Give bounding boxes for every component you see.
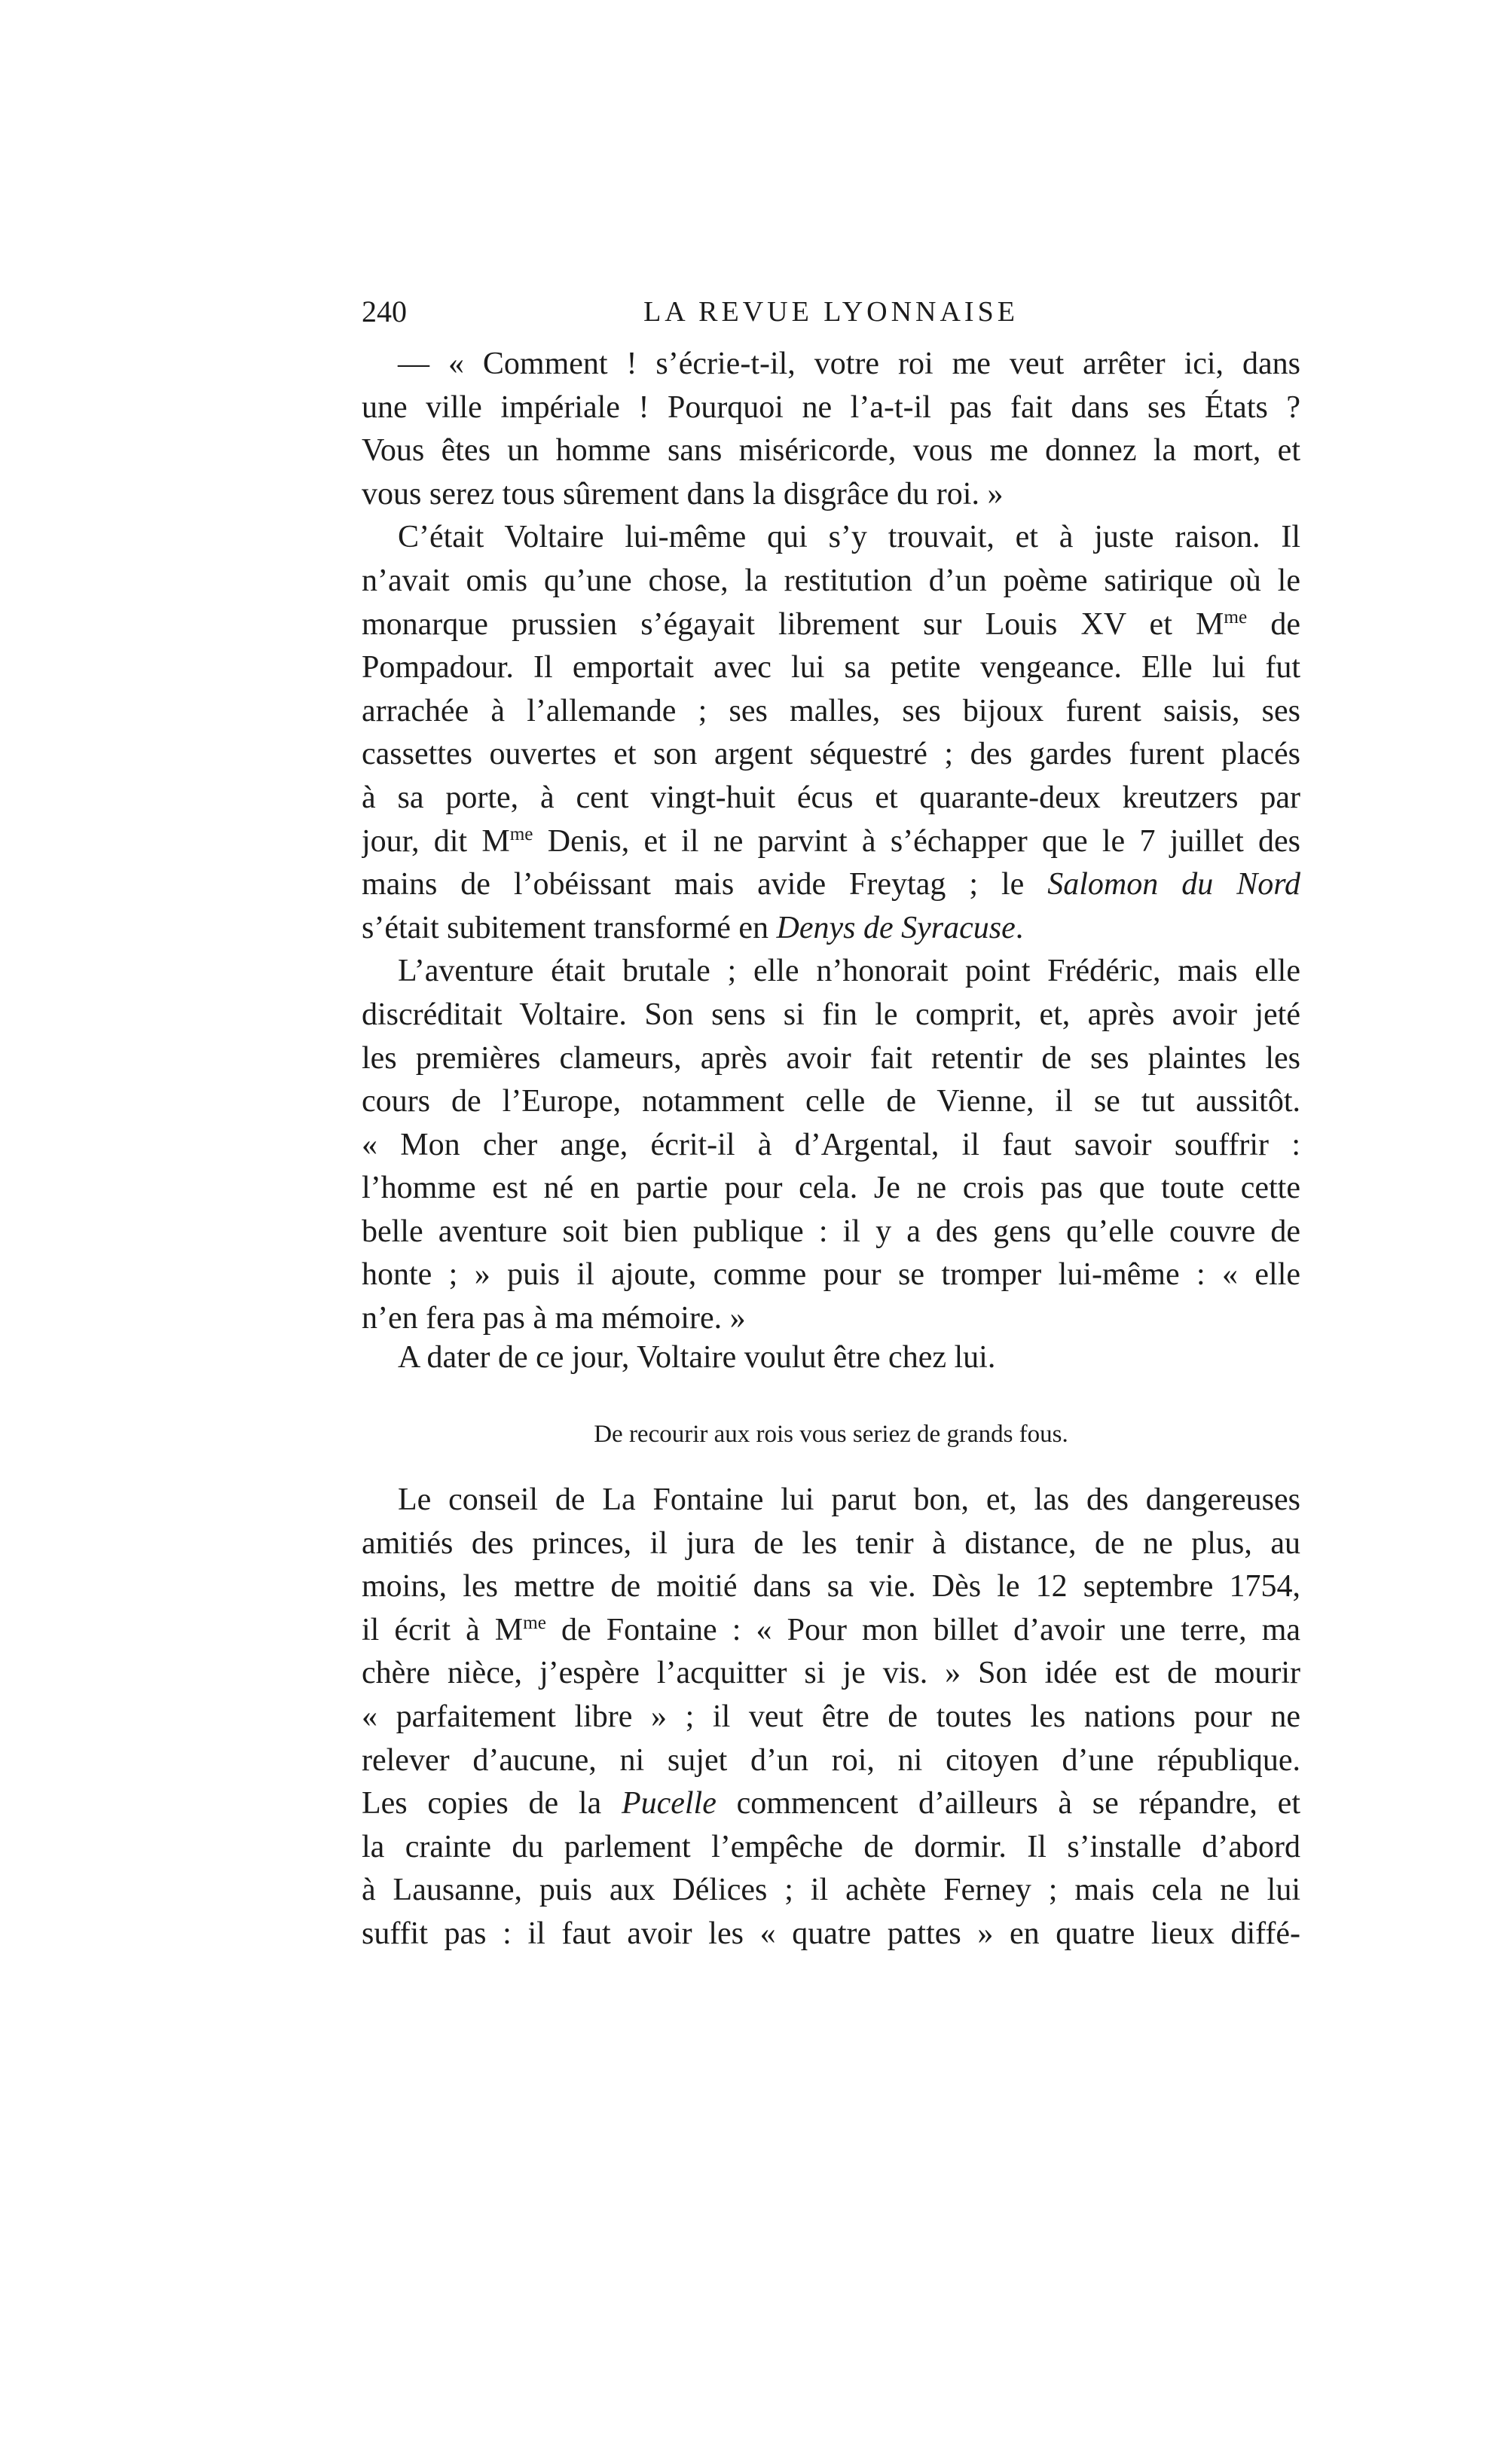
text-line: vous serez tous sûrement dans la disgrâce du roi. » bbox=[362, 476, 1004, 511]
italic-title: Pucelle bbox=[621, 1786, 717, 1821]
text-line bbox=[362, 1782, 1300, 1826]
text-line: honte ; » puis il ajoute, comme pour se tromper lui-même : « elle bbox=[362, 1257, 1300, 1293]
text-line: L’aventure était brutale ; elle n’honorait point Frédéric, mais elle bbox=[398, 954, 1300, 989]
text-line: C’était Voltaire lui-même qui s’y trouvait, et à juste raison. Il bbox=[398, 520, 1300, 555]
text-line bbox=[362, 1609, 1300, 1653]
italic-title: Salomon du Nord bbox=[1047, 867, 1300, 902]
body-text-block-1 bbox=[362, 343, 1300, 1341]
text-line: relever d’aucune, ni sujet d’un roi, ni citoyen d’une république. bbox=[362, 1742, 1300, 1778]
text-segment: mains de l’obéissant mais avide Freytag ; le bbox=[362, 867, 1048, 902]
page-number: 240 bbox=[362, 295, 407, 328]
text-line: les premières clameurs, après avoir fait retentir de ses plaintes les bbox=[362, 1040, 1300, 1076]
italic-title: Denys de Syracuse bbox=[776, 910, 1016, 945]
text-line bbox=[362, 907, 1300, 951]
text-line: à sa porte, à cent vingt-huit écus et quarante-deux kreutzers par bbox=[362, 780, 1300, 815]
text-segment: de Fontaine : « Pour mon billet d’avoir une terre, ma bbox=[545, 1612, 1300, 1647]
text-line: Vous êtes un homme sans miséricorde, vous me donnez la mort, et bbox=[362, 433, 1300, 469]
text-segment: monarque prussien s’égayait librement sur Louis XV et M bbox=[362, 606, 1224, 642]
text-line: Le conseil de La Fontaine lui parut bon, et, las des dangereuses bbox=[398, 1482, 1300, 1517]
text-line: cassettes ouvertes et son argent séquestré ; des gardes furent placés bbox=[362, 737, 1300, 772]
text-line: Pompadour. Il emportait avec lui sa petite vengeance. Elle lui fut bbox=[362, 650, 1300, 685]
text-segment: jour, dit M bbox=[362, 823, 510, 859]
page-header bbox=[362, 289, 1300, 334]
text-line bbox=[362, 820, 1300, 864]
text-line bbox=[362, 603, 1300, 647]
text-segment: Les copies de la bbox=[362, 1786, 622, 1821]
running-title: LA REVUE LYONNAISE bbox=[643, 296, 1019, 328]
text-line: n’avait omis qu’une chose, la restitution d’un poème satirique où le bbox=[362, 563, 1300, 598]
text-segment: Denis, et il ne parvint à s’échapper que le 7 juillet des bbox=[533, 823, 1300, 859]
text-line: discréditait Voltaire. Son sens si fin le comprit, et, après avoir jeté bbox=[362, 997, 1300, 1032]
text-line: A dater de ce jour, Voltaire voulut être chez lui. bbox=[398, 1340, 996, 1375]
text-line: arrachée à l’allemande ; ses malles, ses bijoux furent saisis, ses bbox=[362, 693, 1300, 728]
text-line: à Lausanne, puis aux Délices ; il achète Ferney ; mais cela ne lui bbox=[362, 1873, 1300, 1908]
text-line: amitiés des princes, il jura de les tenir à distance, de ne plus, au bbox=[362, 1525, 1300, 1561]
text-segment: il écrit à M bbox=[362, 1612, 524, 1647]
text-line: n’en fera pas à ma mémoire. » bbox=[362, 1301, 746, 1336]
text-line: cours de l’Europe, notamment celle de Vienne, il se tut aussitôt. bbox=[362, 1084, 1300, 1119]
text-line: chère nièce, j’espère l’acquitter si je vis. » Son idée est de mourir bbox=[362, 1656, 1300, 1691]
superscript: me bbox=[523, 1612, 546, 1633]
text-line: « parfaitement libre » ; il veut être de toutes les nations pour ne bbox=[362, 1699, 1300, 1734]
text-segment: s’était subitement transformé en bbox=[362, 910, 777, 945]
text-segment: de bbox=[1247, 606, 1300, 642]
superscript: me bbox=[1224, 606, 1248, 627]
body-text-block-3 bbox=[362, 1479, 1300, 1956]
superscript: me bbox=[509, 823, 533, 844]
body-text-block-2 bbox=[362, 1336, 1300, 1380]
text-segment: . bbox=[1015, 910, 1024, 945]
text-line: une ville impériale ! Pourquoi ne l’a-t-il pas fait dans ses États ? bbox=[362, 389, 1300, 425]
text-line: suffit pas : il faut avoir les « quatre pattes » en quatre lieux diffé- bbox=[362, 1916, 1300, 1951]
text-segment: commencent d’ailleurs à se répandre, et bbox=[716, 1786, 1300, 1821]
text-line: — « Comment ! s’écrie-t-il, votre roi me veut arrêter ici, dans bbox=[398, 347, 1300, 381]
text-line: moins, les mettre de moitié dans sa vie. Dès le 12 septembre 1754, bbox=[362, 1569, 1300, 1605]
text-line bbox=[362, 863, 1300, 907]
text-line: « Mon cher ange, écrit-il à d’Argental, il faut savoir souffrir : bbox=[362, 1127, 1300, 1162]
text-line: belle aventure soit bien publique : il y a des gens qu’elle couvre de bbox=[362, 1214, 1300, 1249]
epigraph-quote: De recourir aux rois vous seriez de grands fous. bbox=[594, 1421, 1068, 1448]
text-line: l’homme est né en partie pour cela. Je ne crois pas que toute cette bbox=[362, 1171, 1300, 1206]
text-line: la crainte du parlement l’empêche de dormir. Il s’installe d’abord bbox=[362, 1829, 1300, 1864]
